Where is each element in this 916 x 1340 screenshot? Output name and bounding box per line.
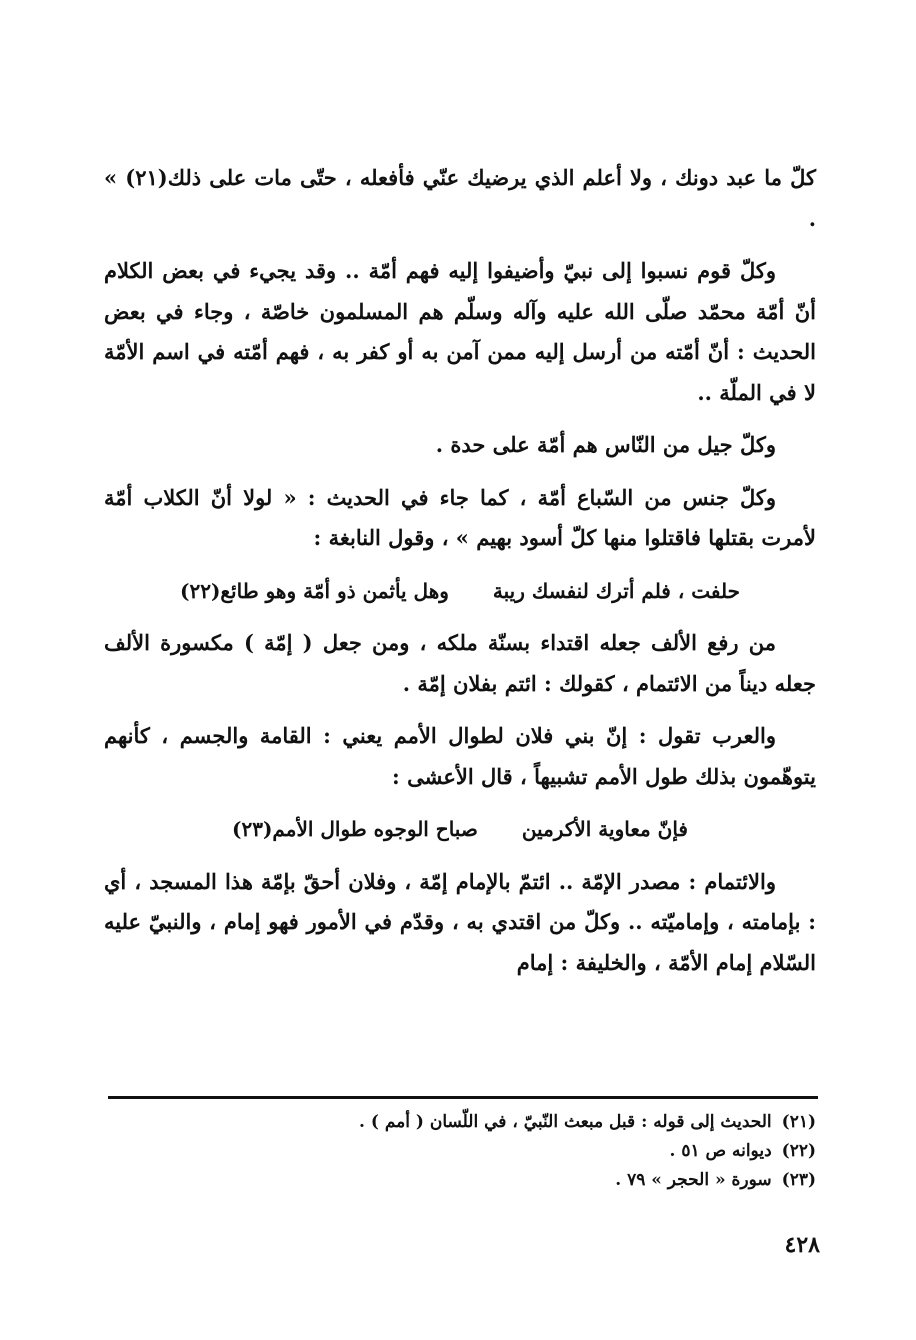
footnotes <box>108 1108 816 1195</box>
footnote-23 <box>108 1166 816 1195</box>
verse-nabigha <box>104 571 816 612</box>
footnote-21 <box>108 1108 816 1137</box>
paragraph-1: كلّ ما عبد دونك ، ولا أعلم الذي يرضيك عنّي فأفعله ، حتّى مات على ذلك(٢١) » . <box>104 165 816 231</box>
footnote-divider <box>108 1096 818 1099</box>
page-number: ٤٢٨ <box>784 1232 820 1258</box>
paragraph-7: والائتمام : مصدر الإمّة .. ائتمّ بالإمام إمّة ، وفلان أحقّ بإمّة هذا المسجد ، أي : بإمامته ، وإماميّته .. وكلّ من اقتدي به ، وقدّم في الأمور فهو إمام ، والنبيّ عليه السّلام إمام الأمّة ، والخليفة : إمام <box>104 868 816 975</box>
verse-second-hemistich: صباح الوجوه طوال الأمم(٢٣) <box>232 817 478 841</box>
main-text <box>104 158 816 995</box>
verse-second-hemistich: وهل يأثمن ذو أمّة وهو طائع(٢٢) <box>180 578 449 603</box>
footnote-number: (٢٢) <box>781 1141 816 1161</box>
verse-first-hemistich: حلفت ، فلم أترك لنفسك ريبة <box>492 578 740 603</box>
footnote-number: (٢٣) <box>781 1170 816 1190</box>
verse-asha <box>104 809 816 850</box>
footnote-text: ديوانه ص ٥١ . <box>669 1141 772 1161</box>
footnote-text: سورة « الحجر » ٧٩ . <box>615 1170 772 1190</box>
paragraph-2: وكلّ قوم نسبوا إلى نبيّ وأضيفوا إليه فهم أمّة .. وقد يجيء في بعض الكلام أنّ أمّة محمّد صلّى الله عليه وآله وسلّم هم المسلمون خاصّة ، وجاء في بعض الحديث : أنّ أمّته من أرسل إليه ممن آمن به أو كفر به ، فهم أمّته في اسم الأمّة لا في الملّة .. <box>104 258 816 405</box>
paragraph-4: وكلّ جنس من السّباع أمّة ، كما جاء في الحديث : « لولا أنّ الكلاب أمّة لأمرت بقتلها فاقتلوا منها كلّ أسود بهيم » ، وقول النابغة : <box>104 484 816 550</box>
paragraph-6: والعرب تقول : إنّ بني فلان لطوال الأمم يعني : القامة والجسم ، كأنهم يتوهّمون بذلك طول الأمم تشبيهاً ، قال الأعشى : <box>104 723 816 789</box>
verse-first-hemistich: فإنّ معاوية الأكرمين <box>521 817 688 841</box>
paragraph-3: وكلّ جيل من النّاس هم أمّة على حدة . <box>435 432 776 457</box>
paragraph-5: من رفع الألف جعله اقتداء بسنّة ملكه ، ومن جعل ( إمّة ) مكسورة الألف جعله ديناً من الائتمام ، كقولك : ائتم بفلان إمّة . <box>104 630 816 696</box>
footnote-22 <box>108 1137 816 1166</box>
footnote-number: (٢١) <box>781 1112 816 1132</box>
footnote-text: الحديث إلى قوله : قبل مبعث النّبيّ ، في اللّسان ( أمم ) . <box>359 1112 772 1132</box>
